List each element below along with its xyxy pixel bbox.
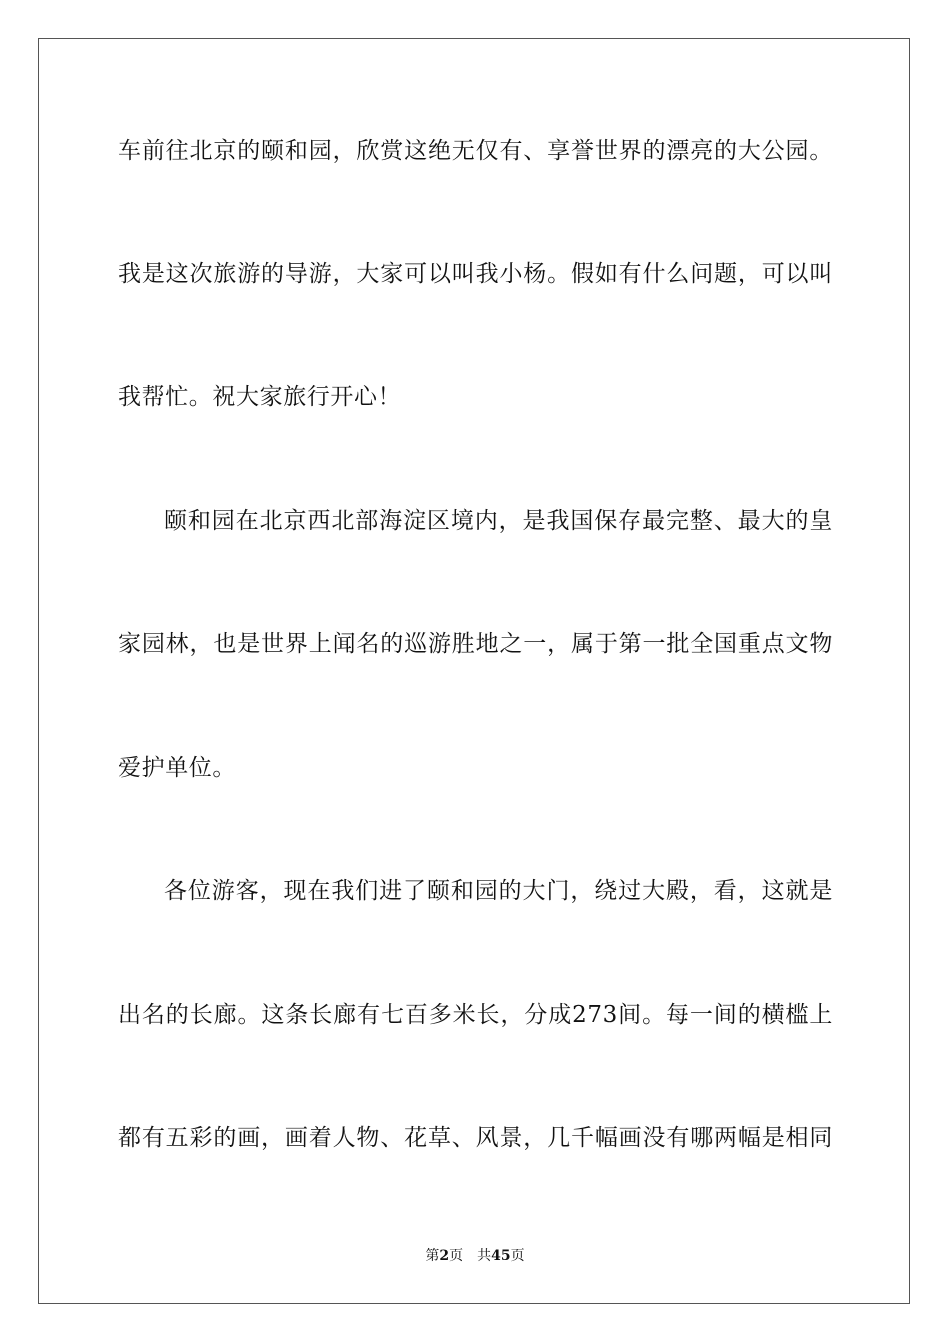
body-text-line-8: 出名的长廊。这条长廊有七百多米长，分成273间。每一间的横槛上 xyxy=(118,1002,833,1028)
body-text-line-4: 颐和园在北京西北部海淀区境内，是我国保存最完整、最大的皇 xyxy=(164,508,833,534)
total-prefix: 共 xyxy=(477,1248,492,1264)
body-text-line-1: 车前往北京的颐和园，欣赏这绝无仅有、享誉世界的漂亮的大公园。 xyxy=(118,138,833,164)
body-text-line-9: 都有五彩的画，画着人物、花草、风景，几千幅画没有哪两幅是相同 xyxy=(118,1125,833,1151)
page-footer xyxy=(0,1247,950,1265)
page-prefix: 第 xyxy=(425,1248,440,1264)
body-text-line-6: 爱护单位。 xyxy=(118,755,236,781)
page-total: 45 xyxy=(491,1248,511,1264)
body-text-line-7: 各位游客，现在我们进了颐和园的大门，绕过大殿，看，这就是 xyxy=(164,878,833,904)
body-text-line-2: 我是这次旅游的导游，大家可以叫我小杨。假如有什么问题，可以叫 xyxy=(118,261,833,287)
page-current: 2 xyxy=(439,1248,450,1264)
page-frame xyxy=(38,38,910,1304)
total-suffix: 页 xyxy=(510,1248,525,1264)
page-suffix: 页 xyxy=(449,1248,464,1264)
body-text-line-5: 家园林，也是世界上闻名的巡游胜地之一，属于第一批全国重点文物 xyxy=(118,631,833,657)
body-text-line-3: 我帮忙。祝大家旅行开心！ xyxy=(118,384,402,410)
